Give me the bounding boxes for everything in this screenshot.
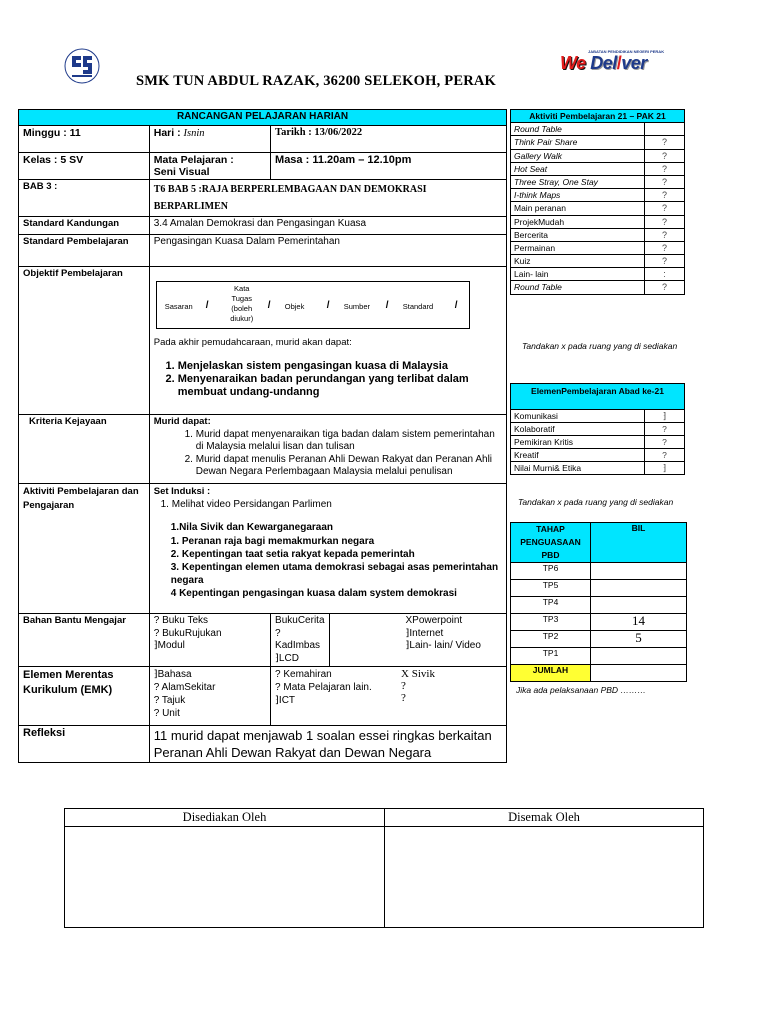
emk-10: ? <box>401 692 406 704</box>
tahap-row <box>511 648 687 665</box>
elemen21-checkbox[interactable]: ⁆ <box>645 410 685 423</box>
obj-sep-1: / <box>205 300 209 311</box>
tahap-head: TAHAP PENGUASAAN PBD <box>511 523 591 563</box>
kelas: Kelas : 5 SV <box>19 153 150 180</box>
obj-sasaran: Sasaran <box>164 302 193 311</box>
school-logo <box>64 48 100 84</box>
ref-label: Refleksi <box>19 726 150 763</box>
emk-5: ? Kemahiran <box>275 669 332 680</box>
elemen21-row <box>511 449 685 462</box>
emk-4: ? Unit <box>153 708 180 719</box>
pak21-row <box>511 268 685 281</box>
logo-ver: ver <box>621 53 647 73</box>
obj-intro: Pada akhir pemudahcaraan, murid akan dapat: <box>153 337 352 348</box>
obj-item-1: 1. Menjelaskan sistem pengasingan kuasa di Malaysia <box>178 360 502 373</box>
elemen21-note: Tandakan x pada ruang yang di sediakan <box>518 497 674 507</box>
pak21-label: Lain- lain <box>511 268 645 281</box>
elemen21-table <box>510 383 685 475</box>
tahap-bil[interactable] <box>591 597 687 614</box>
logo-we: We <box>560 53 586 73</box>
pak21-table <box>510 109 685 295</box>
tahap-bil[interactable] <box>591 580 687 597</box>
elemen21-title: ElemenPembelajaran Abad ke-21 <box>511 384 685 410</box>
signature-table <box>64 808 704 928</box>
tahap-table <box>510 522 687 682</box>
logo-slash: / <box>616 53 622 73</box>
lesson-plan-table <box>18 109 507 763</box>
elemen21-label: Kolaboratif <box>511 423 645 436</box>
jumlah-label: JUMLAH <box>511 665 591 682</box>
we-deliver-logo <box>560 49 690 75</box>
pak21-checkbox[interactable]: ? <box>645 189 685 202</box>
emk-7: ⁆ICT <box>275 695 296 706</box>
pak21-row <box>511 123 685 136</box>
elemen21-row <box>511 436 685 449</box>
tahap-note: Jika ada pelaksanaan PBD ……… <box>516 685 646 695</box>
tahap-bil[interactable] <box>591 648 687 665</box>
tahap-label: TP3 <box>511 614 591 631</box>
elemen21-label: Nilai Murni& Etika <box>511 462 645 475</box>
pak21-checkbox[interactable] <box>645 123 685 136</box>
pak21-label: Think Pair Share <box>511 136 645 149</box>
pak21-label: Permainan <box>511 241 645 254</box>
bbm-7: XPowerpoint <box>405 615 463 626</box>
kk-item-2: 2. Murid dapat menulis Peranan Ahli Dewan Rakyat dan Peranan Ahli Dewan Negara Perlembagaan Malaysia melalui penulisan <box>196 454 502 479</box>
tahap-label: TP4 <box>511 597 591 614</box>
obj-item-2: 2. Menyenaraikan badan perundangan yang terlibat dalam membuat undang-undanng <box>178 373 502 399</box>
tarikh: Tarikh : 13/06/2022 <box>271 126 507 153</box>
elemen21-row <box>511 423 685 436</box>
masa: Masa : 11.20am – 12.10pm <box>271 153 507 180</box>
pak21-title: Aktiviti Pembelajaran 21 – PAK 21 <box>511 110 685 123</box>
bbm-label: Bahan Bantu Mengajar <box>19 614 150 667</box>
pak21-checkbox[interactable]: ? <box>645 255 685 268</box>
obj-sumber: Sumber <box>343 302 370 311</box>
disediakan-label: Disediakan Oleh <box>65 809 385 827</box>
pak21-row <box>511 202 685 215</box>
obj-sep-3: / <box>326 300 330 311</box>
bbm-6: ⁆LCD <box>275 652 299 664</box>
disemak-box[interactable] <box>385 827 704 928</box>
emk-label: Elemen Merentas Kurikulum (EMK) <box>19 667 150 726</box>
akt-item-1: 1. Melihat video Persidangan Parlimen <box>172 498 502 511</box>
pak21-checkbox[interactable]: ? <box>645 281 685 294</box>
pak21-label: Round Table <box>511 281 645 294</box>
pak21-row <box>511 228 685 241</box>
tahap-label: TP6 <box>511 563 591 580</box>
kk-intro: Murid dapat: <box>153 416 211 427</box>
pak21-row <box>511 162 685 175</box>
bbm-5: ? KadImbas <box>275 627 321 651</box>
bab-label: BAB 3 : <box>19 180 150 217</box>
minggu: Minggu : 11 <box>19 126 150 153</box>
elemen21-checkbox[interactable]: ? <box>645 436 685 449</box>
ref-value: 11 murid dapat menjawab 1 soalan essei ringkas berkaitan Peranan Ahli Dewan Rakyat dan Dewan Negara <box>149 726 506 763</box>
bbm-4: BukuCerita <box>275 615 325 626</box>
elemen21-row <box>511 410 685 423</box>
emk-6: ? Mata Pelajaran lain. <box>275 682 372 693</box>
elemen21-label: Pemikiran Kritis <box>511 436 645 449</box>
obj-standard: Standard <box>402 302 434 311</box>
disediakan-box[interactable] <box>65 827 385 928</box>
pak21-checkbox[interactable]: ? <box>645 175 685 188</box>
akt-line-4: 3. Kepentingan elemen utama demokrasi sebagai asas pemerintahan negara <box>170 562 499 587</box>
plan-title: RANCANGAN PELAJARAN HARIAN <box>19 110 507 126</box>
pak21-row <box>511 281 685 294</box>
tahap-bil[interactable]: 14 <box>591 614 687 631</box>
elemen21-checkbox[interactable]: ? <box>645 449 685 462</box>
mapel-value: Seni Visual <box>153 166 210 178</box>
bbm-8: ⁆Internet <box>405 627 444 639</box>
pak21-label: Gallery Walk <box>511 149 645 162</box>
tahap-row <box>511 597 687 614</box>
pak21-label: Main peranan <box>511 202 645 215</box>
akt-line-2: 1. Peranan raja bagi memakmurkan negara <box>170 535 375 547</box>
pak21-label: I-think Maps <box>511 189 645 202</box>
pak21-checkbox[interactable]: : <box>645 268 685 281</box>
obj-label: Objektif Pembelajaran <box>19 267 150 415</box>
pak21-row <box>511 149 685 162</box>
tahap-row <box>511 563 687 580</box>
pak21-checkbox[interactable]: ? <box>645 215 685 228</box>
tahap-bil[interactable] <box>591 563 687 580</box>
emk-8: X Sivik <box>401 668 435 680</box>
sk-label: Standard Kandungan <box>19 217 150 235</box>
pak21-label: Kuiz <box>511 255 645 268</box>
pak21-row <box>511 241 685 254</box>
pak21-row <box>511 189 685 202</box>
school-name: SMK TUN ABDUL RAZAK, 36200 SELEKOH, PERAK <box>136 73 497 89</box>
obj-sep-4: / <box>385 300 389 311</box>
pak21-label: Hot Seat <box>511 162 645 175</box>
bbm-1: ? Buku Teks <box>153 615 209 626</box>
bab-value: T6 BAB 5 :RAJA BERPERLEMBAGAAN DAN DEMOKRASI BERPARLIMEN <box>149 180 506 217</box>
akt-line-1: 1.Nila Sivik dan Kewarganegaraan <box>170 522 334 534</box>
kk-label: Kriteria Kejayaan <box>19 415 150 484</box>
mapel-label: Mata Pelajaran : <box>153 154 234 166</box>
obj-kata-tugas: Kata Tugas (boleh diukur) <box>230 284 254 323</box>
pak21-checkbox[interactable]: ? <box>645 228 685 241</box>
pak21-checkbox[interactable]: ? <box>645 149 685 162</box>
sp-label: Standard Pembelajaran <box>19 235 150 267</box>
tahap-bil[interactable]: 5 <box>591 631 687 648</box>
pak21-checkbox[interactable]: ? <box>645 136 685 149</box>
akt-label: Aktiviti Pembelajaran dan Pengajaran <box>19 484 150 614</box>
pak21-row <box>511 175 685 188</box>
emk-9: ? <box>401 680 406 692</box>
akt-line-5: 4 Kepentingan pengasingan kuasa dalam system demokrasi <box>170 588 457 600</box>
tahap-row <box>511 614 687 631</box>
emk-2: ? AlamSekitar <box>153 682 216 693</box>
pak21-checkbox[interactable]: ? <box>645 162 685 175</box>
emk-3: ? Tajuk <box>153 695 186 706</box>
elemen21-checkbox[interactable]: ? <box>645 423 685 436</box>
pak21-row <box>511 136 685 149</box>
logo-del: Del <box>590 53 617 73</box>
bbm-3: ⁆Modul <box>153 640 185 651</box>
pak21-label: ProjekMudah <box>511 215 645 228</box>
pak21-note: Tandakan x pada ruang yang di sediakan <box>522 341 678 351</box>
jumlah-value <box>591 665 687 682</box>
pak21-label: Bercerita <box>511 228 645 241</box>
disemak-label: Disemak Oleh <box>385 809 704 827</box>
pak21-label: Round Table <box>511 123 645 136</box>
obj-sep-2: / <box>267 300 271 311</box>
pak21-label: Three Stray, One Stay <box>511 175 645 188</box>
emk-1: ⁆Bahasa <box>153 669 192 680</box>
tahap-row <box>511 580 687 597</box>
akt-line-3: 2. Kepentingan taat setia rakyat kepada pemerintah <box>170 548 415 560</box>
akt-set: Set Induksi : <box>153 486 211 497</box>
bil-head: BIL <box>591 523 687 563</box>
obj-sep-5: / <box>454 300 458 311</box>
tahap-label: TP1 <box>511 648 591 665</box>
hari-label: Hari : <box>153 127 181 139</box>
kk-item-1: 1. Murid dapat menyenaraikan tiga badan dalam sistem pemerintahan di Malaysia melalui lisan dan tulisan <box>196 429 502 454</box>
pak21-checkbox[interactable]: ? <box>645 241 685 254</box>
elemen21-label: Komunikasi <box>511 410 645 423</box>
objective-grid <box>156 281 470 329</box>
bbm-2: ? BukuRujukan <box>153 627 222 639</box>
sk-value: 3.4 Amalan Demokrasi dan Pengasingan Kuasa <box>149 217 506 235</box>
tahap-label: TP5 <box>511 580 591 597</box>
hari-value: Isnin <box>183 128 205 139</box>
tahap-label: TP2 <box>511 631 591 648</box>
elemen21-label: Kreatif <box>511 449 645 462</box>
bbm-9: ⁆Lain- lain/ Video <box>405 640 481 651</box>
elemen21-checkbox[interactable]: ⁆ <box>645 462 685 475</box>
sp-value: Pengasingan Kuasa Dalam Pemerintahan <box>149 235 506 267</box>
tahap-row <box>511 631 687 648</box>
elemen21-row <box>511 462 685 475</box>
obj-objek: Objek <box>284 302 305 311</box>
pak21-checkbox[interactable]: ? <box>645 202 685 215</box>
logo-tagline: JABATAN PENDIDIKAN NEGERI PERAK <box>588 49 665 54</box>
pak21-row <box>511 215 685 228</box>
pak21-row <box>511 255 685 268</box>
